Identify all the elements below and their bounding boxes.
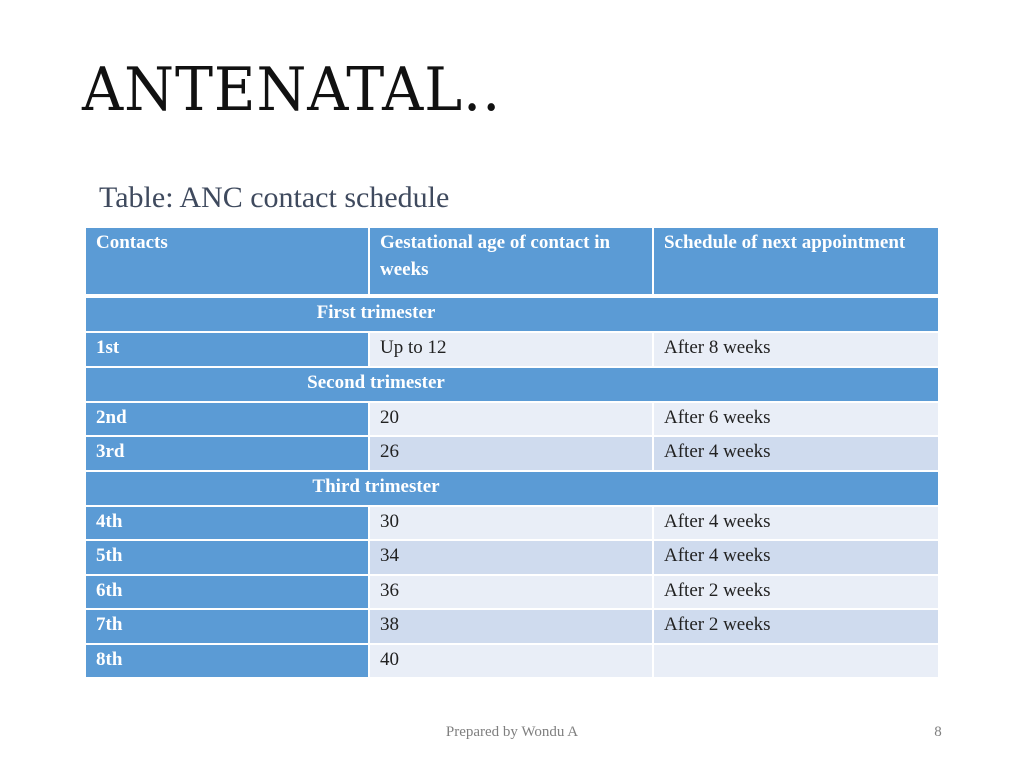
next-appointment-cell: After 4 weeks <box>654 507 938 542</box>
table-header-row <box>86 228 938 298</box>
footer-credit: Prepared by Wondu A <box>445 724 579 740</box>
gestational-age-cell: 26 <box>370 437 654 472</box>
column-header-gestational-age: Gestational age of contact in weeks <box>370 228 654 298</box>
column-header-next-appointment: Schedule of next appointment <box>654 228 938 298</box>
contact-cell: 3rd <box>86 437 370 472</box>
contact-cell: 2nd <box>86 403 370 438</box>
section-label: Third trimester <box>312 475 440 497</box>
gestational-age-cell: 30 <box>370 507 654 542</box>
next-appointment-cell: After 4 weeks <box>654 437 938 472</box>
table-row <box>86 507 938 542</box>
contact-cell: 7th <box>86 610 370 645</box>
next-appointment-cell: After 2 weeks <box>654 610 938 645</box>
table-row <box>86 610 938 645</box>
table-row <box>86 541 938 576</box>
next-appointment-cell: After 8 weeks <box>654 333 938 368</box>
contact-cell: 5th <box>86 541 370 576</box>
gestational-age-cell: 36 <box>370 576 654 611</box>
table-row <box>86 576 938 611</box>
section-label: First trimester <box>316 302 436 323</box>
section-label: Second trimester <box>307 371 445 393</box>
section-row-second-trimester <box>86 368 938 403</box>
gestational-age-cell: 40 <box>370 645 654 680</box>
contact-cell: 8th <box>86 645 370 680</box>
anc-schedule-table <box>86 228 938 679</box>
slide-title: ANTENATAL.. <box>82 55 502 125</box>
table-row <box>86 437 938 472</box>
contact-cell: 1st <box>86 333 370 368</box>
page-number: 8 <box>934 724 942 740</box>
gestational-age-cell: 20 <box>370 403 654 438</box>
next-appointment-cell <box>654 645 938 680</box>
next-appointment-cell: After 4 weeks <box>654 541 938 576</box>
contact-cell: 4th <box>86 507 370 542</box>
table-row <box>86 645 938 680</box>
gestational-age-cell: 34 <box>370 541 654 576</box>
gestational-age-cell: Up to 12 <box>370 333 654 368</box>
table-row <box>86 403 938 438</box>
table-caption: Table: ANC contact schedule <box>99 181 450 214</box>
section-row-first-trimester <box>86 298 938 333</box>
table-row <box>86 333 938 368</box>
column-header-contacts: Contacts <box>86 228 370 298</box>
next-appointment-cell: After 6 weeks <box>654 403 938 438</box>
contact-cell: 6th <box>86 576 370 611</box>
section-row-third-trimester <box>86 472 938 507</box>
next-appointment-cell: After 2 weeks <box>654 576 938 611</box>
gestational-age-cell: 38 <box>370 610 654 645</box>
